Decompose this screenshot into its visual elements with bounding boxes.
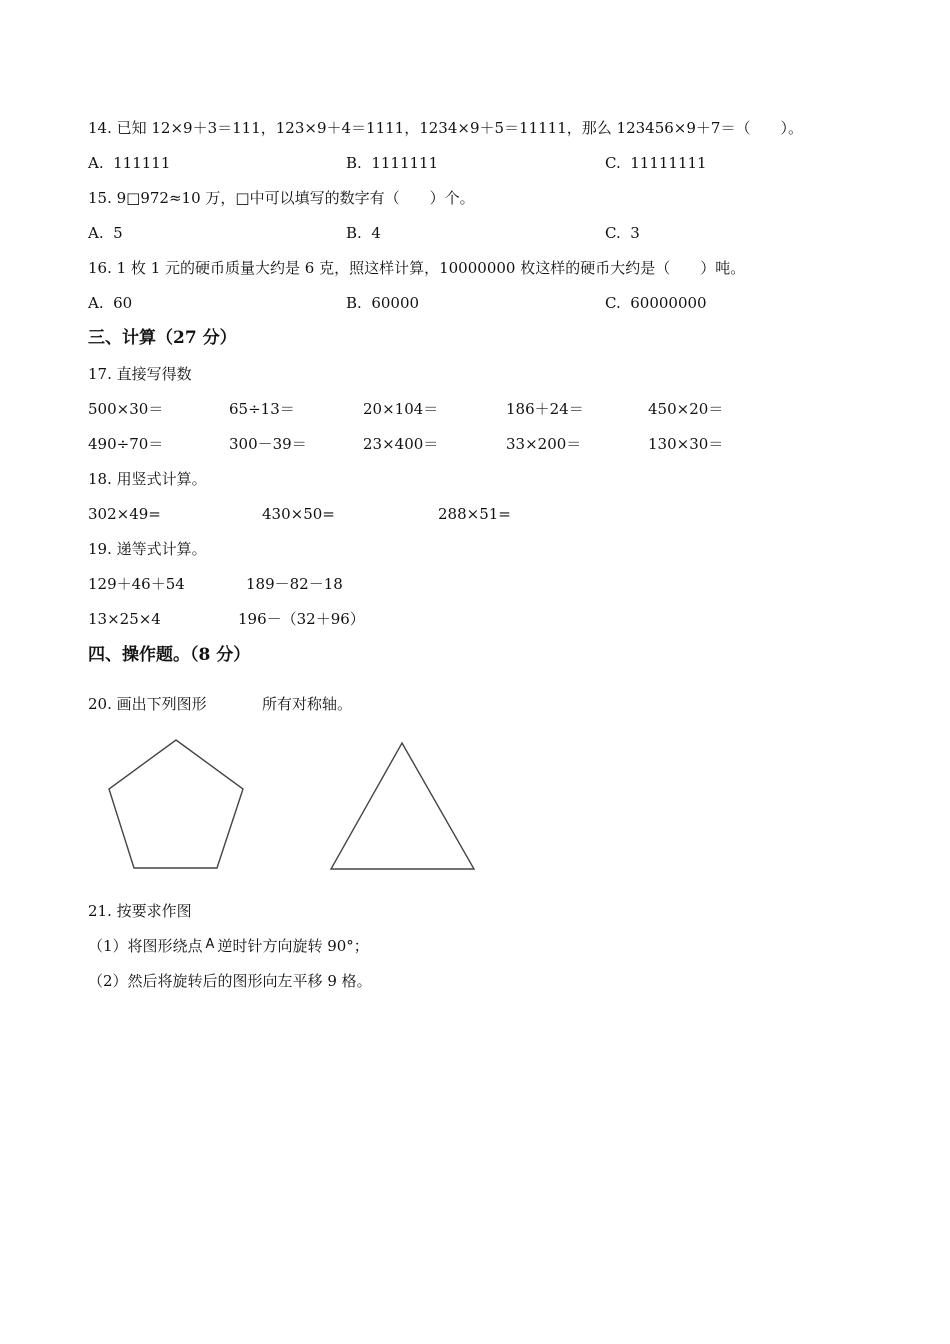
question-20-stem-a: 20. 画出下列图形: [88, 695, 207, 713]
point-a-label: A: [205, 937, 215, 952]
question-19-item: 189－82－18: [246, 575, 343, 593]
question-19-item: 13×25×4: [88, 610, 161, 628]
pentagon-figure: [109, 740, 243, 868]
question-17-stem: 17. 直接写得数: [88, 365, 192, 383]
question-15-option-a: A. 5: [88, 224, 123, 242]
question-16-option-c: C. 60000000: [605, 294, 707, 312]
question-17-item: 23×400＝: [363, 435, 439, 453]
question-17-item: 130×30＝: [648, 435, 724, 453]
question-17-item: 33×200＝: [506, 435, 582, 453]
question-18-item: 302×49=: [88, 505, 161, 523]
question-16-stem: 16. 1 枚 1 元的硬币质量大约是 6 克，照这样计算，10000000 枚这样的硬币大约是（ ）吨。: [88, 259, 746, 277]
question-17-item: 20×104＝: [363, 400, 439, 418]
question-18-item: 288×51=: [438, 505, 511, 523]
question-19-item: 196－（32＋96）: [238, 610, 365, 628]
question-21-step-1-pre: （1）将图形绕点: [88, 937, 203, 955]
question-14-stem: 14. 已知 12×9＋3＝111，123×9＋4＝1111，1234×9＋5＝11111，那么 123456×9＋7＝（ ）。: [88, 119, 803, 137]
question-17-item: 186＋24＝: [506, 400, 584, 418]
question-15-option-c: C. 3: [605, 224, 640, 242]
question-21-step-1-post: 逆时针方向旋转 90°；: [217, 937, 369, 955]
question-18-item: 430×50=: [262, 505, 335, 523]
question-17-item: 300－39＝: [229, 435, 307, 453]
question-14-option-a: A. 111111: [88, 154, 171, 172]
question-14-option-c: C. 11111111: [605, 154, 707, 172]
question-16-option-a: A. 60: [88, 294, 133, 312]
question-18-stem: 18. 用竖式计算。: [88, 470, 207, 488]
question-21-stem: 21. 按要求作图: [88, 902, 192, 920]
question-15-stem: 15. 9□972≈10 万，□中可以填写的数字有（ ）个。: [88, 189, 475, 207]
question-19-item: 129＋46＋54: [88, 575, 185, 593]
question-17-item: 500×30＝: [88, 400, 164, 418]
question-15-option-b: B. 4: [346, 224, 381, 242]
section-3-title: 三、计算（27 分）: [88, 328, 237, 348]
question-20-stem-b: 所有对称轴。: [262, 695, 353, 713]
question-17-item: 65÷13＝: [229, 400, 295, 418]
question-17-item: 490÷70＝: [88, 435, 164, 453]
question-21-step-2: （2）然后将旋转后的图形向左平移 9 格。: [88, 972, 372, 990]
section-4-title: 四、操作题。（8 分）: [88, 645, 251, 665]
question-14-option-b: B. 1111111: [346, 154, 439, 172]
question-16-option-b: B. 60000: [346, 294, 420, 312]
question-19-stem: 19. 递等式计算。: [88, 540, 207, 558]
triangle-figure: [331, 743, 474, 869]
question-21-step-1: [88, 936, 369, 958]
question-17-item: 450×20＝: [648, 400, 724, 418]
